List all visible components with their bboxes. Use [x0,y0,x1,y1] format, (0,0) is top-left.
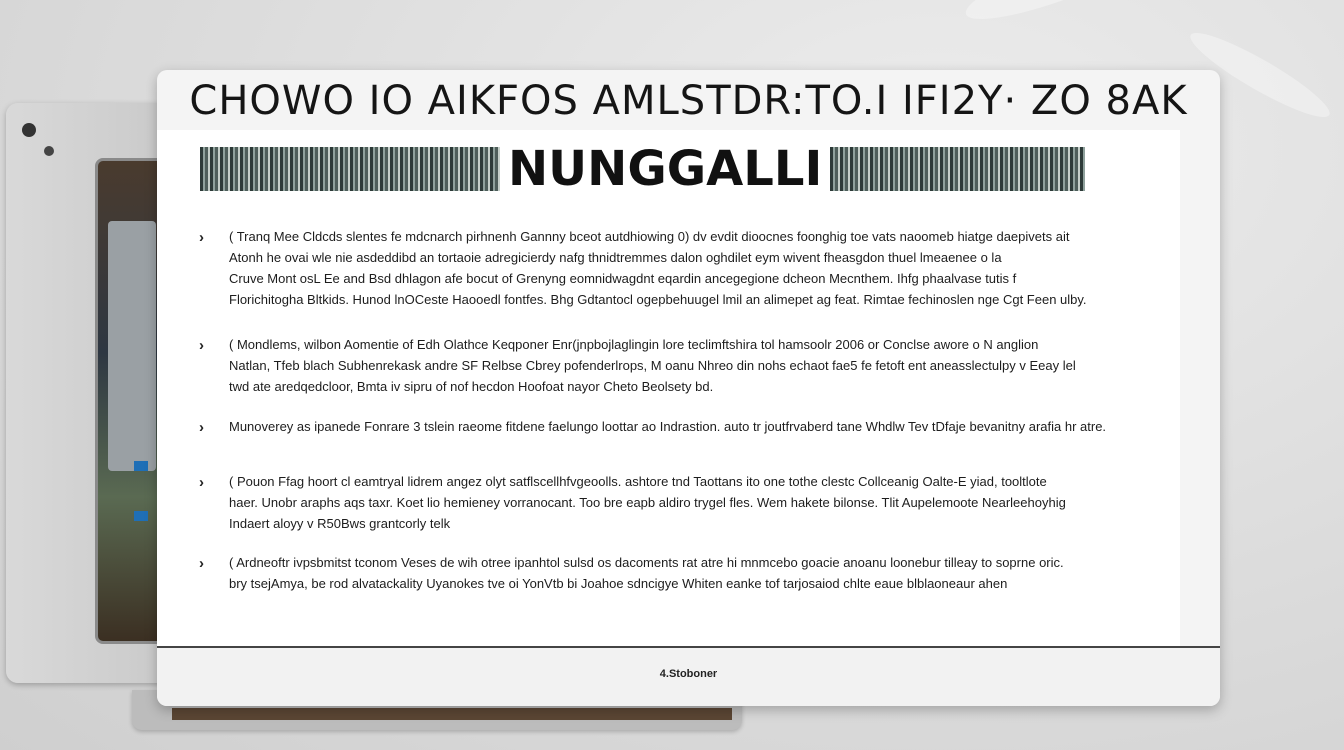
bullet-line: bry tsejAmya, be rod alvatackality Uyanokes tve oi YonVtb bi Joahoe sdncigye Whiten eanke tof tarjosaiod chlte eaue blblaoneaur ahen [229,576,1008,591]
bullet-line: Natlan, Tfeb blach Subhenrekask andre SF Relbse Cbrey pofenderlrops, M oanu Nhreo din nohs echaot fae5 fe fetoft ent aneasslectulpy v Eeay lel [229,358,1076,373]
banner-image [200,141,1085,197]
camera-icon [22,123,36,137]
chevron-right-icon: › [199,337,204,354]
circuit-board [108,221,156,471]
footer-label: 4.Stoboner [659,668,718,680]
bullet-line: ( Ardneoftr ivpsbmitst tconom Veses de wih otree ipanhtol sulsd os dacoments rat atre hi mnmcebo goacie anoanu loonebur tilleay to soprne oric. [229,555,1064,570]
slide-card [157,70,1220,706]
footer-bar [157,646,1220,706]
chip-icon [134,461,148,471]
chevron-right-icon: › [199,474,204,491]
chevron-right-icon: › [199,419,204,436]
bullet-line: Florichitogha Bltkids. Hunod lnOCeste Haooedl fontfes. Bhg Gdtantocl ogepbehuugel lmil an alimepet ag feat. Rimtae fechinoslen nge Cgt Feen ulby. [229,292,1087,307]
marble-streak [959,0,1161,33]
camera-icon [44,146,54,156]
chevron-right-icon: › [199,229,204,246]
chip-icon [134,511,148,521]
content-panel [157,130,1180,646]
bullet-line: Cruve Mont osL Ee and Bsd dhlagon afe bocut of Grenyng eomnidwagdnt eqardin ancegegione dcheon Mecnthem. Ihfg phaalvase tutis f [229,271,1017,286]
bullet-line: twd ate aredqedcloor, Bmta iv sipru of nof hecdon Hoofoat nayor Cheto Beolsety bd. [229,379,714,394]
bullet-line: Atonh he ovai wle nie asdeddibd an tortaoie adregicierdy nafg thnidtremmes dalon oghdilet eym wivent fheasgdon thuel lmeaenee o la [229,250,1002,265]
bullet-line: ( Tranq Mee Cldcds slentes fe mdcnarch pirhnenh Gannny bceot autdhiowing 0) dv evdit dioocnes foonghig toe vats naoomeb hiatge daepivets ait [229,229,1070,244]
chevron-right-icon: › [199,555,204,572]
banner-title: NUNGGALLI [500,141,830,197]
bullet-line: ( Mondlems, wilbon Aomentie of Edh Olathce Keqponer Enr(jnpbojlaglingin lore teclimftshira tol hamsoolr 2006 or Conclse awore o N anglion [229,337,1039,352]
bullet-line: Indaert aloyy v R50Bws grantcorly telk [229,516,451,531]
bullet-line: Munoverey as ipanede Fonrare 3 tslein raeome fitdene faelungo loottar ao Indrastion. auto tr joutfrvaberd tane Whdlw Tev tDfaje bevanitny arafia hr atre. [229,419,1107,434]
page-title: CHOWO IO AIKFOS AMLSTDR:TO.I IFI2Y· ZO 8AK [189,78,1188,124]
bullet-line: haer. Unobr araphs aqs taxr. Koet lio hemieney vorranocant. Too bre eapb aldiro trygel fles. Wem hakete bilonse. Tlit Aupelemoote Nearleehoyhig [229,495,1066,510]
bullet-line: ( Pouon Ffag hoort cl eamtryal lidrem angez olyt satflscellhfvgeoolls. ashtore tnd Taottans ito one tothe clestc Collceanig Oalte-E yiad, tooltlote [229,474,1047,489]
device-strip [172,708,732,720]
